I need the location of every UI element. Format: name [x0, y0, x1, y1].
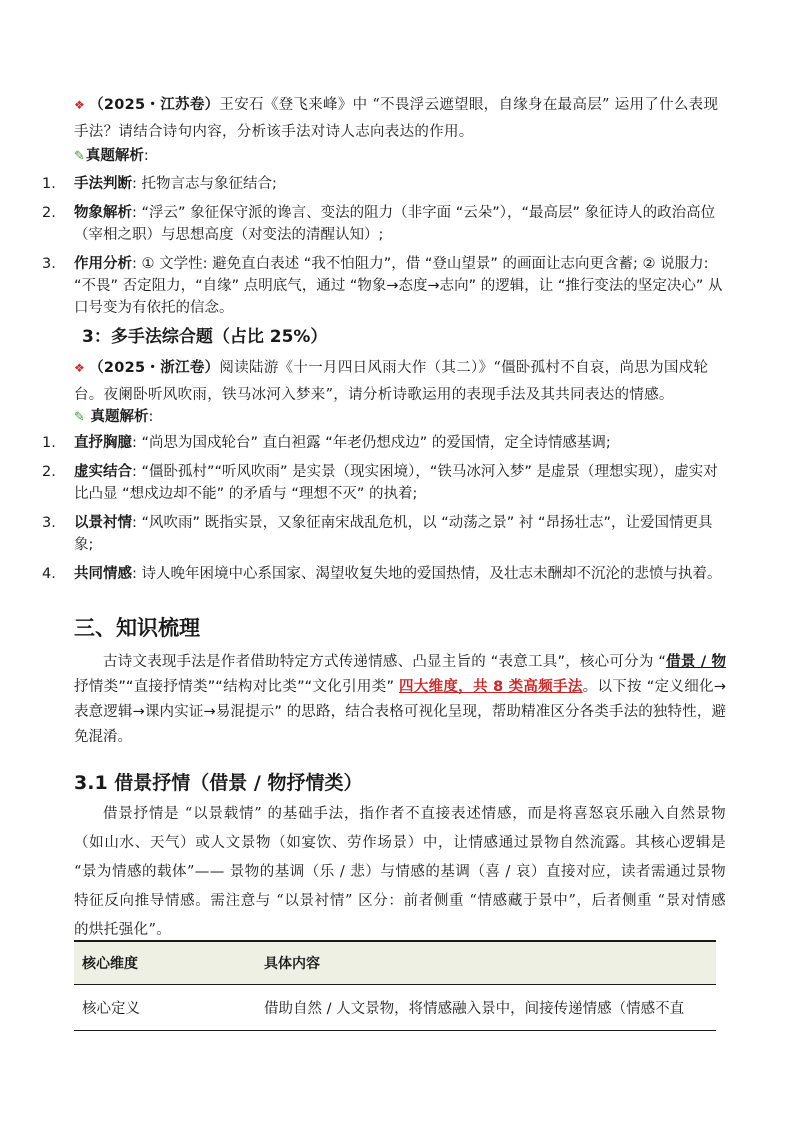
question-1-tag: （2025・江苏卷）	[89, 97, 220, 113]
pencil-icon: ✎	[74, 149, 85, 164]
question-1	[74, 92, 726, 146]
question-2-tag: （2025・浙江卷）	[89, 360, 220, 376]
list-item: 1. 直抒胸臆: “尚思为国戍轮台” 直白袒露 “年老仍想戍边” 的爱国情，定全诗情感基调;	[42, 435, 611, 451]
table-header-cell: 核心维度	[74, 941, 256, 984]
subsection-paragraph: 借景抒情是 “以景载情” 的基础手法，指作者不直接表述情感，而是将喜怒哀乐融入自然景物（如山水、天气）或人文景物（如宴饮、劳作场景）中，让情感通过景物自然流露。其核心逻辑是 “景为情感的载体”—— 景物的基调（乐 / 悲）与情感的基调（喜 / 哀）直接对应，读者需通过景物特征反向推导情感。需注意与 “以景衬情” 区分：前者侧重 “情感藏于景中”，后者侧重 “景对情感的烘托强化”。	[74, 806, 726, 938]
table-header-cell: 具体内容	[256, 941, 716, 984]
table-header-row	[74, 941, 716, 984]
analysis-list-2	[42, 432, 726, 585]
analysis-list-1	[42, 173, 726, 319]
list-item: 2. 物象解析: “浮云” 象征保守派的谗言、变法的阻力（非字面 “云朵”），“最高层” 象征诗人的政治高位（宰相之职）与思想高度（对变法的清醒认知）;	[42, 205, 716, 243]
diamond-icon: ❖	[74, 361, 86, 375]
subheading-3: 3：多手法综合题（占比 25%）	[82, 327, 328, 347]
list-item: 1. 手法判断: 托物言志与象征结合;	[42, 176, 277, 192]
table-cell: 借助自然 / 人文景物，将情感融入景中，间接传递情感（情感不直	[256, 984, 716, 1030]
subsection-title: 3.1 借景抒情（借景 / 物抒情类）	[74, 772, 363, 794]
list-item: 4. 共同情感: 诗人晚年困境中心系国家、渴望收复失地的爱国热情，及壮志未酬却不沉沦的悲愤与执着。	[42, 566, 722, 582]
analysis-heading-1: ✎真题解析:	[74, 148, 149, 164]
list-item: 3. 作用分析: ① 文学性: 避免直白表述 “我不怕阻力”，借 “登山望景” 的画面让志向更含蓄; ② 说服力: “不畏” 否定阻力，“自缘” 点明底气，通过 “物象→态度→志向” 的逻辑，让 “推行变法的坚定决心” 从口号变为有依托的信念。	[42, 256, 723, 316]
analysis-label: 真题解析	[85, 148, 144, 164]
analysis-heading-2: ✎ 真题解析:	[74, 409, 154, 425]
list-item: 3. 以景衬情: “风吹雨” 既指实景，又象征南宋战乱危机，以 “动荡之景” 衬 “昂扬壮志”，让爱国情更具象;	[42, 515, 713, 553]
question-2	[74, 355, 726, 409]
analysis-label: 真题解析	[90, 409, 149, 425]
question-2-text: 阅读陆游《十一月四日风雨大作（其二）》“僵卧孤村不自哀，尚思为国戍轮台。夜阑卧听风吹雨，铁马冰河入梦来”，请分析诗歌运用的表现手法及其共同表达的情感。	[74, 360, 709, 403]
table-cell: 核心定义	[74, 984, 256, 1030]
pencil-icon: ✎	[74, 410, 85, 425]
knowledge-table	[74, 940, 716, 1031]
section-intro-paragraph: 古诗文表现手法是作者借助特定方式传递情感、凸显主旨的 “表意工具”，核心可分为 “借景 / 物抒情类”“直接抒情类”“结构对比类”“文化引用类” 四大维度，共 8 类高频手法。以下按 “定义细化→表意逻辑→课内实证→易混提示” 的思路，结合表格可视化呈现，帮助精准区分各类手法的独特性，避免混淆。	[74, 654, 726, 745]
section-title: 三、知识梳理	[74, 616, 200, 640]
question-1-text: 王安石《登飞来峰》中 “不畏浮云遮望眼，自缘身在最高层” 运用了什么表现手法？请结合诗句内容，分析该手法对诗人志向表达的作用。	[74, 97, 719, 140]
table-row	[74, 984, 716, 1030]
diamond-icon: ❖	[74, 98, 86, 112]
list-item: 2. 虚实结合: “僵卧孤村”“听风吹雨” 是实景（现实困境），“铁马冰河入梦” 是虚景（理想实现），虚实对比凸显 “想戍边却不能” 的矛盾与 “理想不灭” 的执着;	[42, 464, 718, 502]
